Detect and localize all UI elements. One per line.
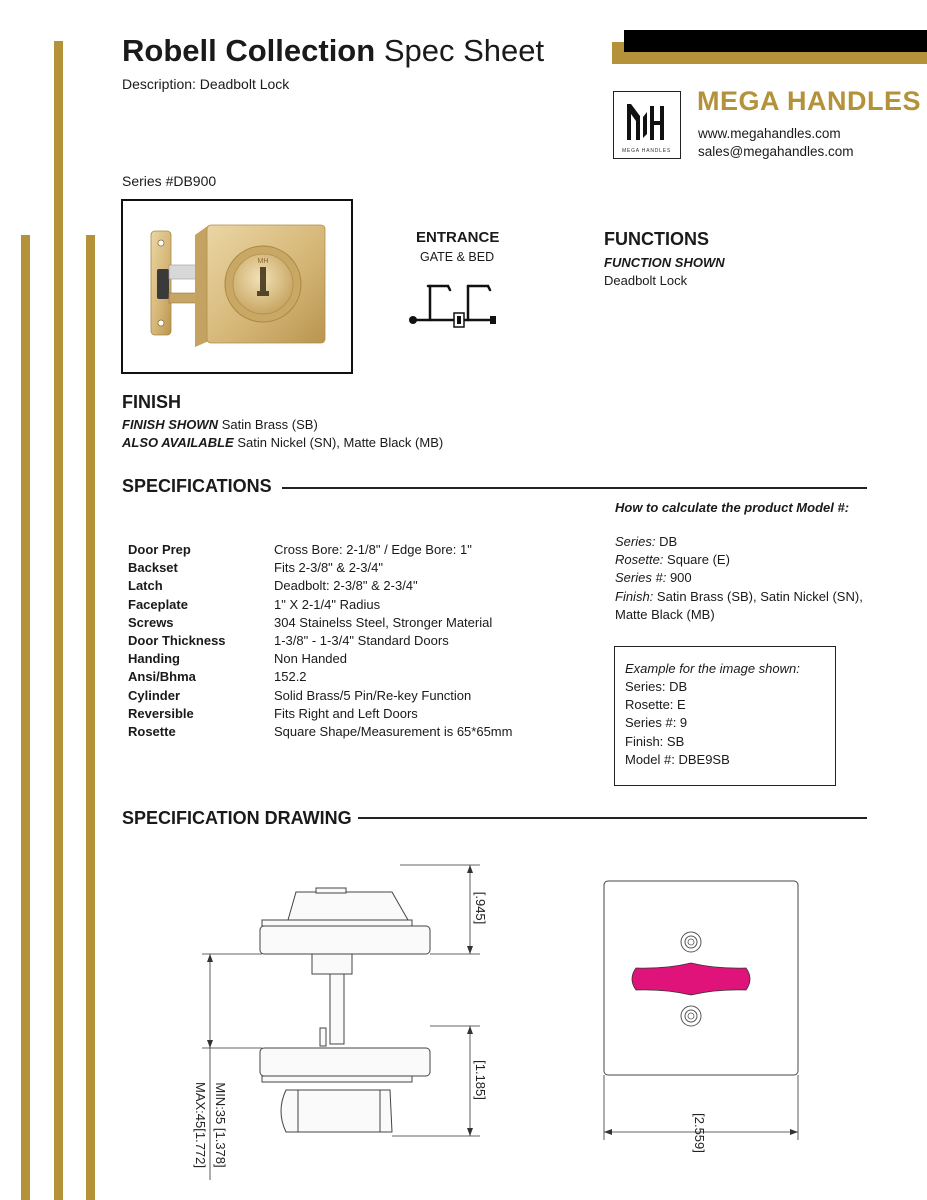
finish-available-label: ALSO AVAILABLE	[122, 435, 234, 450]
spec-row	[128, 542, 512, 560]
entrance-title: ENTRANCE	[416, 229, 500, 246]
model-calc-finish-cont: Matte Black (MB)	[615, 607, 715, 622]
example-line: Rosette: E	[625, 697, 686, 713]
spec-row	[128, 669, 512, 687]
spec-value: Square Shape/Measurement is 65*65mm	[274, 723, 513, 739]
front-view-drawing	[596, 875, 812, 1175]
example-line: Model #: DBE9SB	[625, 751, 730, 767]
finish-title: FINISH	[122, 392, 182, 412]
spec-value: Cross Bore: 2-1/8" / Edge Bore: 1"	[274, 542, 472, 557]
page-title-bold: Robell Collection	[122, 33, 376, 68]
product-photo	[121, 199, 353, 374]
product-description: Description: Deadbolt Lock	[122, 76, 290, 92]
finish-available-value: Satin Nickel (SN), Matte Black (MB)	[237, 435, 444, 450]
function-shown-value: Deadbolt Lock	[604, 273, 688, 288]
brand-name: MEGA HANDLES	[697, 86, 922, 116]
gold-bar-left-outer	[21, 235, 30, 1200]
model-calc-number-label: Series #:	[615, 570, 667, 585]
function-shown-label: FUNCTION SHOWN	[604, 255, 725, 270]
example-line: Series: DB	[625, 679, 688, 694]
model-calc-series	[615, 534, 677, 549]
spec-value: 1" X 2-1/4" Radius	[274, 596, 381, 612]
spec-row	[128, 578, 512, 596]
deadbolt-photo-illustration	[123, 201, 351, 372]
spec-value: Solid Brass/5 Pin/Re-key Function	[274, 687, 472, 703]
example-heading: Example for the image shown:	[625, 661, 800, 676]
spec-row	[128, 706, 512, 724]
spec-value: 152.2	[274, 669, 307, 685]
example-line: Series #: 9	[625, 715, 688, 731]
spec-key: Latch	[128, 578, 163, 594]
entrance-subtitle: GATE & BED	[420, 250, 495, 264]
specifications-title: SPECIFICATIONS	[122, 476, 272, 496]
spec-key: Screws	[128, 614, 174, 630]
model-calc-finish-value: Satin Brass (SB), Satin Nickel (SN),	[656, 589, 863, 604]
entrance-function-icon	[404, 276, 504, 338]
model-calc-intro: How to calculate the product Model #:	[615, 500, 850, 515]
side-view-drawing	[180, 850, 500, 1180]
spec-key: Door Prep	[128, 542, 191, 557]
finish-shown-line	[122, 417, 318, 432]
spec-row	[128, 615, 512, 633]
spec-row	[128, 688, 512, 706]
drawing-rule	[358, 817, 867, 819]
spec-key: Reversible	[128, 705, 194, 721]
brand-email[interactable]: sales@megahandles.com	[698, 144, 854, 159]
functions-title: FUNCTIONS	[604, 229, 709, 249]
finish-shown-label: FINISH SHOWN	[122, 417, 219, 432]
header-black-bar	[624, 30, 927, 52]
model-calc-finish	[615, 589, 863, 604]
mh-logo-mark-icon	[614, 92, 679, 157]
spec-key: Cylinder	[128, 687, 181, 703]
specifications-rule	[282, 487, 867, 489]
logo-caption: MEGA HANDLES	[621, 148, 672, 154]
spec-key: Ansi/Bhma	[128, 669, 196, 685]
screw-top-icon	[681, 932, 701, 952]
model-calc-rosette-label: Rosette:	[615, 552, 664, 567]
model-calc-number	[615, 570, 692, 585]
specifications-table	[128, 542, 512, 742]
page-title-rest: Spec Sheet	[383, 33, 545, 68]
drawing-title: SPECIFICATION DRAWING	[122, 808, 352, 828]
spec-value: 1-3/8" - 1-3/4" Standard Doors	[274, 632, 449, 648]
finish-shown-value: Satin Brass (SB)	[221, 417, 318, 432]
spec-row	[128, 633, 512, 651]
dim-max-label: MAX:45[1.772]	[193, 1082, 208, 1168]
spec-key: Handing	[128, 651, 180, 667]
example-line: Finish: SB	[625, 733, 685, 749]
model-calc-finish-label: Finish:	[615, 589, 654, 604]
model-calc-series-value: DB	[659, 534, 678, 549]
spec-key: Door Thickness	[128, 632, 226, 648]
thumbturn-icon	[632, 963, 750, 995]
screw-bottom-icon	[681, 1006, 701, 1026]
spec-row	[128, 597, 512, 615]
model-calc-rosette	[615, 552, 730, 567]
dim-min-label: MIN:35 [1.378]	[213, 1082, 228, 1168]
spec-key: Rosette	[128, 723, 176, 739]
spec-value: Deadbolt: 2-3/8" & 2-3/4"	[274, 578, 418, 594]
page-title	[122, 33, 544, 69]
brand-website[interactable]: www.megahandles.com	[698, 126, 841, 141]
model-calc-series-label: Series:	[615, 534, 656, 549]
spec-value: 304 Stainelss Steel, Stronger Material	[274, 614, 493, 630]
finish-available-line	[122, 435, 443, 450]
spec-value: Non Handed	[274, 651, 347, 667]
spec-key: Faceplate	[128, 596, 188, 612]
spec-row	[128, 724, 512, 742]
svg-text:MH: MH	[257, 258, 269, 265]
spec-value: Fits Right and Left Doors	[274, 705, 418, 721]
dim-top-label: [.945]	[473, 891, 488, 925]
spec-row	[128, 560, 512, 578]
gold-bar-left-inner	[86, 235, 95, 1200]
model-calc-rosette-value: Square (E)	[667, 552, 730, 567]
gold-bar-left-middle	[54, 41, 63, 1200]
dim-bottom-label: [1.185]	[473, 1060, 488, 1100]
spec-row	[128, 651, 512, 669]
spec-key: Backset	[128, 560, 178, 576]
series-number: Series #DB900	[122, 173, 217, 189]
model-calc-number-value: 900	[669, 570, 692, 585]
spec-value: Fits 2-3/8" & 2-3/4"	[274, 560, 383, 576]
dim-width-label: [2.559]	[692, 1113, 707, 1153]
brand-logo	[613, 91, 681, 159]
